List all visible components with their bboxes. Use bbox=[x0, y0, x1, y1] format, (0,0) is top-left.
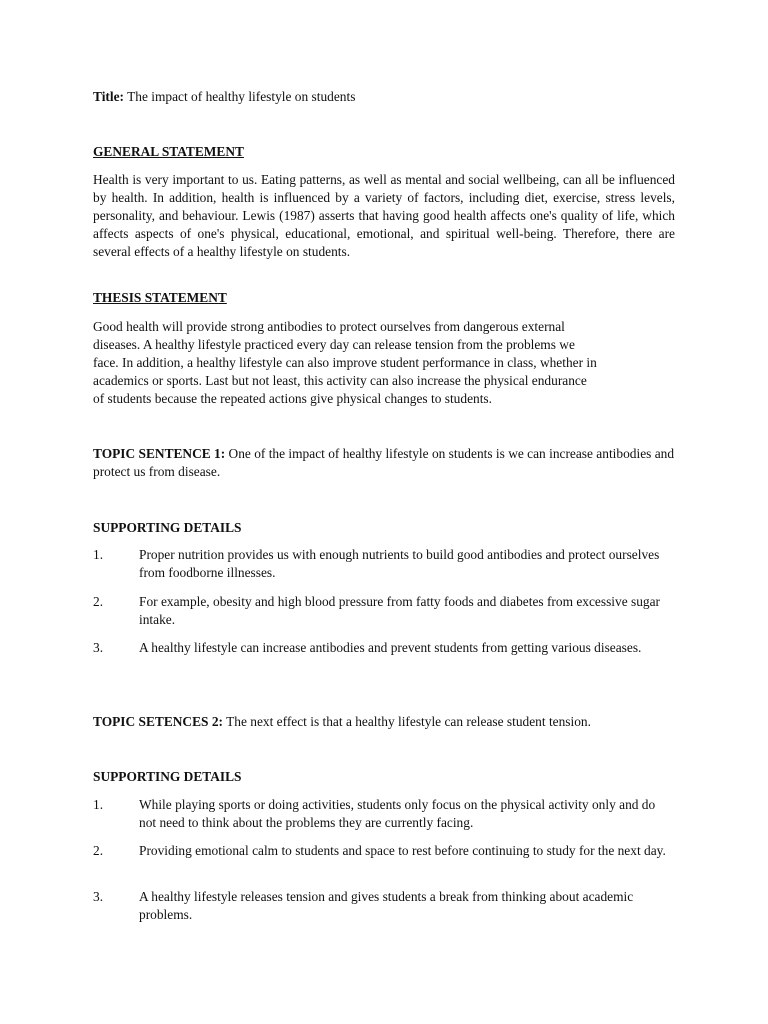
list-item-number: 1. bbox=[93, 797, 104, 812]
list-item: For example, obesity and high blood pressure from fatty foods and diabetes from excessive sugar intake. bbox=[139, 594, 660, 627]
list-item-number: 2. bbox=[93, 843, 104, 858]
list-item-number: 3. bbox=[93, 640, 104, 655]
list-item: Providing emotional calm to students and space to rest before continuing to study for the next day. bbox=[139, 843, 666, 858]
supporting-details-1-heading: SUPPORTING DETAILS bbox=[93, 520, 242, 535]
list-item: A healthy lifestyle releases tension and gives students a break from thinking about academic problems. bbox=[139, 889, 634, 922]
topic-sentence-1 bbox=[93, 445, 675, 481]
thesis-line: diseases. A healthy lifestyle practiced every day can release tension from the problems we bbox=[93, 337, 575, 352]
title-label: Title: bbox=[93, 89, 124, 104]
list-item-number: 2. bbox=[93, 594, 104, 609]
supporting-details-2-heading: SUPPORTING DETAILS bbox=[93, 769, 242, 784]
list-item: Proper nutrition provides us with enough nutrients to build good antibodies and protect ourselves from foodborne illnesses. bbox=[139, 547, 660, 580]
thesis-line: academics or sports. Last but not least, this activity can also increase the physical endurance bbox=[93, 373, 587, 388]
list-item: A healthy lifestyle can increase antibodies and prevent students from getting various diseases. bbox=[139, 640, 642, 655]
thesis-line: of students because the repeated actions give physical changes to students. bbox=[93, 391, 492, 406]
thesis-line: Good health will provide strong antibodies to protect ourselves from dangerous external bbox=[93, 319, 565, 334]
document-title bbox=[93, 88, 675, 106]
topic-sentence-1-text: One of the impact of healthy lifestyle on students is we can increase antibodies and protect us from disease. bbox=[93, 446, 675, 479]
topic-sentence-2-text: The next effect is that a healthy lifestyle can release student tension. bbox=[222, 714, 591, 729]
thesis-line: face. In addition, a healthy lifestyle can also improve student performance in class, whether in bbox=[93, 355, 597, 370]
thesis-statement-heading: THESIS STATEMENT bbox=[93, 290, 227, 305]
title-text: The impact of healthy lifestyle on students bbox=[127, 89, 356, 104]
general-statement-text: Health is very important to us. Eating patterns, as well as mental and social wellbeing, can all be influenced by health. In addition, health is influenced by a variety of factors, including diet, exercise, stress levels, personality, and behaviour. Lewis (1987) asserts that having good health affects one's quality of life, which affects aspects of one's physical, educational, emotional, and spiritual well-being. Therefore, there are several effects of a healthy lifestyle on students. bbox=[93, 172, 675, 259]
list-item: While playing sports or doing activities, students only focus on the physical activity only and do not need to think about the problems they are currently facing. bbox=[139, 797, 656, 830]
list-item-number: 1. bbox=[93, 547, 104, 562]
topic-sentence-2 bbox=[93, 713, 675, 731]
general-statement-heading: GENERAL STATEMENT bbox=[93, 144, 244, 159]
list-item-number: 3. bbox=[93, 889, 104, 904]
topic-sentence-2-label: TOPIC SETENCES 2: bbox=[93, 714, 223, 729]
thesis-statement-text bbox=[93, 318, 675, 408]
topic-sentence-1-label: TOPIC SENTENCE 1: bbox=[93, 446, 226, 461]
